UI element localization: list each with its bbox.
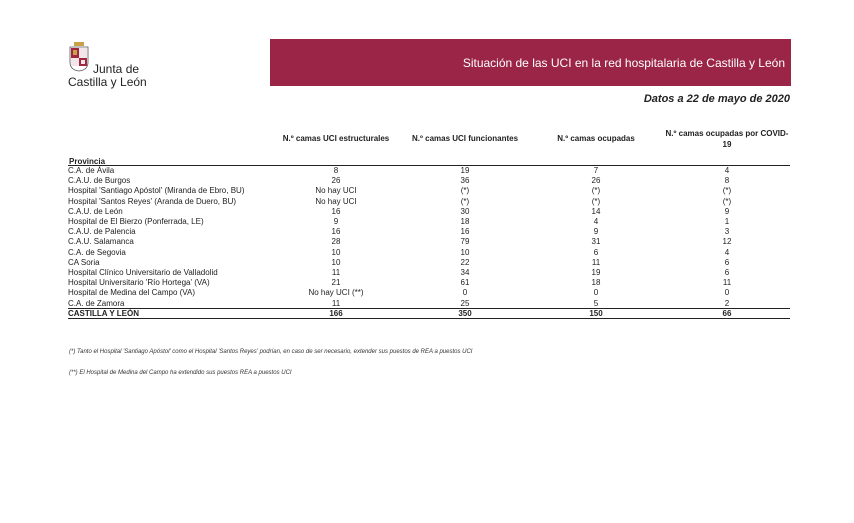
row-functioning: (*) (460, 196, 470, 206)
row-occupied: 6 (593, 247, 599, 257)
row-covid: 3 (724, 227, 730, 237)
row-functioning: 61 (460, 278, 470, 288)
table-row (68, 248, 790, 258)
row-covid: 11 (722, 278, 732, 288)
header-occupied-beds: N.º camas ocupadas (557, 134, 635, 143)
row-structural: 21 (331, 278, 341, 288)
footnote-1: (*) Tanto el Hospital 'Santiago Apóstol' como el Hospital 'Santos Reyes' podrían, en caso de ser necesario, extender sus puestos de REA a puestos UCI (69, 349, 473, 355)
row-occupied: 4 (593, 217, 599, 227)
row-covid: 8 (724, 176, 730, 186)
row-structural: No hay UCI (315, 196, 357, 206)
banner-title: Situación de las UCI en la red hospitalaria de Castilla y León (462, 55, 785, 70)
row-covid: 1 (724, 217, 730, 227)
row-name: C.A. de Ávila (68, 166, 115, 176)
row-functioning: 16 (460, 227, 470, 237)
row-occupied: 0 (593, 288, 599, 298)
row-structural: 11 (331, 267, 341, 277)
row-covid: 6 (724, 257, 730, 267)
row-name: Hospital Universitario 'Río Hortega' (VA) (68, 278, 210, 288)
row-structural: 28 (331, 237, 341, 247)
row-functioning: 25 (460, 298, 470, 308)
row-occupied: 26 (591, 176, 601, 186)
table-row (68, 288, 790, 298)
row-occupied: (*) (591, 186, 601, 196)
table-row (68, 197, 790, 207)
row-structural: 10 (331, 247, 341, 257)
row-covid: 6 (724, 267, 730, 277)
row-covid: 2 (724, 298, 730, 308)
row-functioning: 30 (460, 206, 470, 216)
footnote-2: (**) El Hospital de Medina del Campo ha extendido sus puestos REA a puestos UCI (69, 370, 292, 376)
table-row (68, 166, 790, 176)
header-structural-beds: N.º camas UCI estructurales (282, 134, 390, 143)
row-name: C.A.U. de Palencia (68, 227, 136, 237)
row-structural: 11 (331, 298, 341, 308)
row-occupied: 14 (591, 206, 601, 216)
row-functioning: 79 (460, 237, 470, 247)
table-row (68, 176, 790, 186)
row-structural: No hay UCI (315, 186, 357, 196)
row-functioning: 10 (460, 247, 470, 257)
title-banner (270, 39, 791, 86)
row-name: C.A.U. de Burgos (68, 176, 131, 186)
row-functioning: 19 (460, 166, 470, 176)
data-date: Datos a 22 de mayo de 2020 (643, 93, 790, 105)
header-functioning-beds: N.º camas UCI funcionantes (411, 134, 519, 143)
row-occupied: 18 (591, 278, 601, 288)
row-occupied: 11 (591, 257, 601, 267)
total-occupied: 150 (589, 309, 603, 318)
row-structural: 16 (331, 206, 341, 216)
total-covid: 66 (722, 309, 732, 318)
row-occupied: 9 (593, 227, 599, 237)
total-bottom-divider (68, 318, 790, 319)
row-occupied: 31 (591, 237, 601, 247)
row-structural: 16 (331, 227, 341, 237)
row-functioning: 0 (462, 288, 468, 298)
row-functioning: 36 (460, 176, 470, 186)
row-occupied: (*) (591, 196, 601, 206)
row-structural: 9 (333, 217, 339, 227)
row-covid: (*) (722, 196, 732, 206)
row-name: C.A.U. de León (68, 206, 123, 216)
total-functioning: 350 (458, 309, 472, 318)
row-name: Hospital 'Santos Reyes' (Aranda de Duero, BU) (68, 196, 237, 206)
row-occupied: 7 (593, 166, 599, 176)
row-covid: 0 (724, 288, 730, 298)
row-covid: (*) (722, 186, 732, 196)
row-name: Hospital Clínico Universitario de Valladolid (68, 267, 218, 277)
table-row (68, 258, 790, 268)
row-name: CA Soria (68, 257, 100, 267)
header-covid-beds: N.º camas ocupadas por COVID-19 (665, 129, 789, 149)
row-structural: No hay UCI (**) (308, 288, 364, 298)
total-name: CASTILLA Y LEÓN (68, 309, 139, 318)
row-occupied: 19 (591, 267, 601, 277)
row-functioning: 18 (460, 217, 470, 227)
table-row (68, 278, 790, 288)
row-structural: 8 (333, 166, 339, 176)
table-row (68, 268, 790, 278)
table-row (68, 207, 790, 217)
row-name: C.A. de Segovia (68, 247, 126, 257)
table-row (68, 227, 790, 237)
total-table (68, 309, 790, 318)
row-occupied: 5 (593, 298, 599, 308)
row-functioning: 34 (460, 267, 470, 277)
row-covid: 12 (722, 237, 732, 247)
row-name: Hospital de El Bierzo (Ponferrada, LE) (68, 217, 204, 227)
row-name: C.A.U. Salamanca (68, 237, 134, 247)
table-row (68, 237, 790, 247)
row-structural: 26 (331, 176, 341, 186)
junta-logo (68, 42, 188, 92)
logo-text-line1: Junta de (93, 62, 140, 76)
row-name: Hospital 'Santiago Apóstol' (Miranda de Ebro, BU) (68, 186, 245, 196)
row-functioning: (*) (460, 186, 470, 196)
coat-of-arms-icon (68, 42, 90, 72)
header-province: Provincia (69, 157, 106, 166)
total-structural: 166 (329, 309, 343, 318)
total-row (68, 309, 790, 318)
row-name: Hospital de Medina del Campo (VA) (68, 288, 196, 298)
row-functioning: 22 (460, 257, 470, 267)
row-structural: 10 (331, 257, 341, 267)
table-row (68, 186, 790, 196)
logo-text-line2: Castilla y León (68, 75, 147, 89)
row-covid: 9 (724, 206, 730, 216)
row-name: C.A. de Zamora (68, 298, 125, 308)
uci-table (68, 166, 790, 309)
row-covid: 4 (724, 166, 730, 176)
row-covid: 4 (724, 247, 730, 257)
table-row (68, 217, 790, 227)
